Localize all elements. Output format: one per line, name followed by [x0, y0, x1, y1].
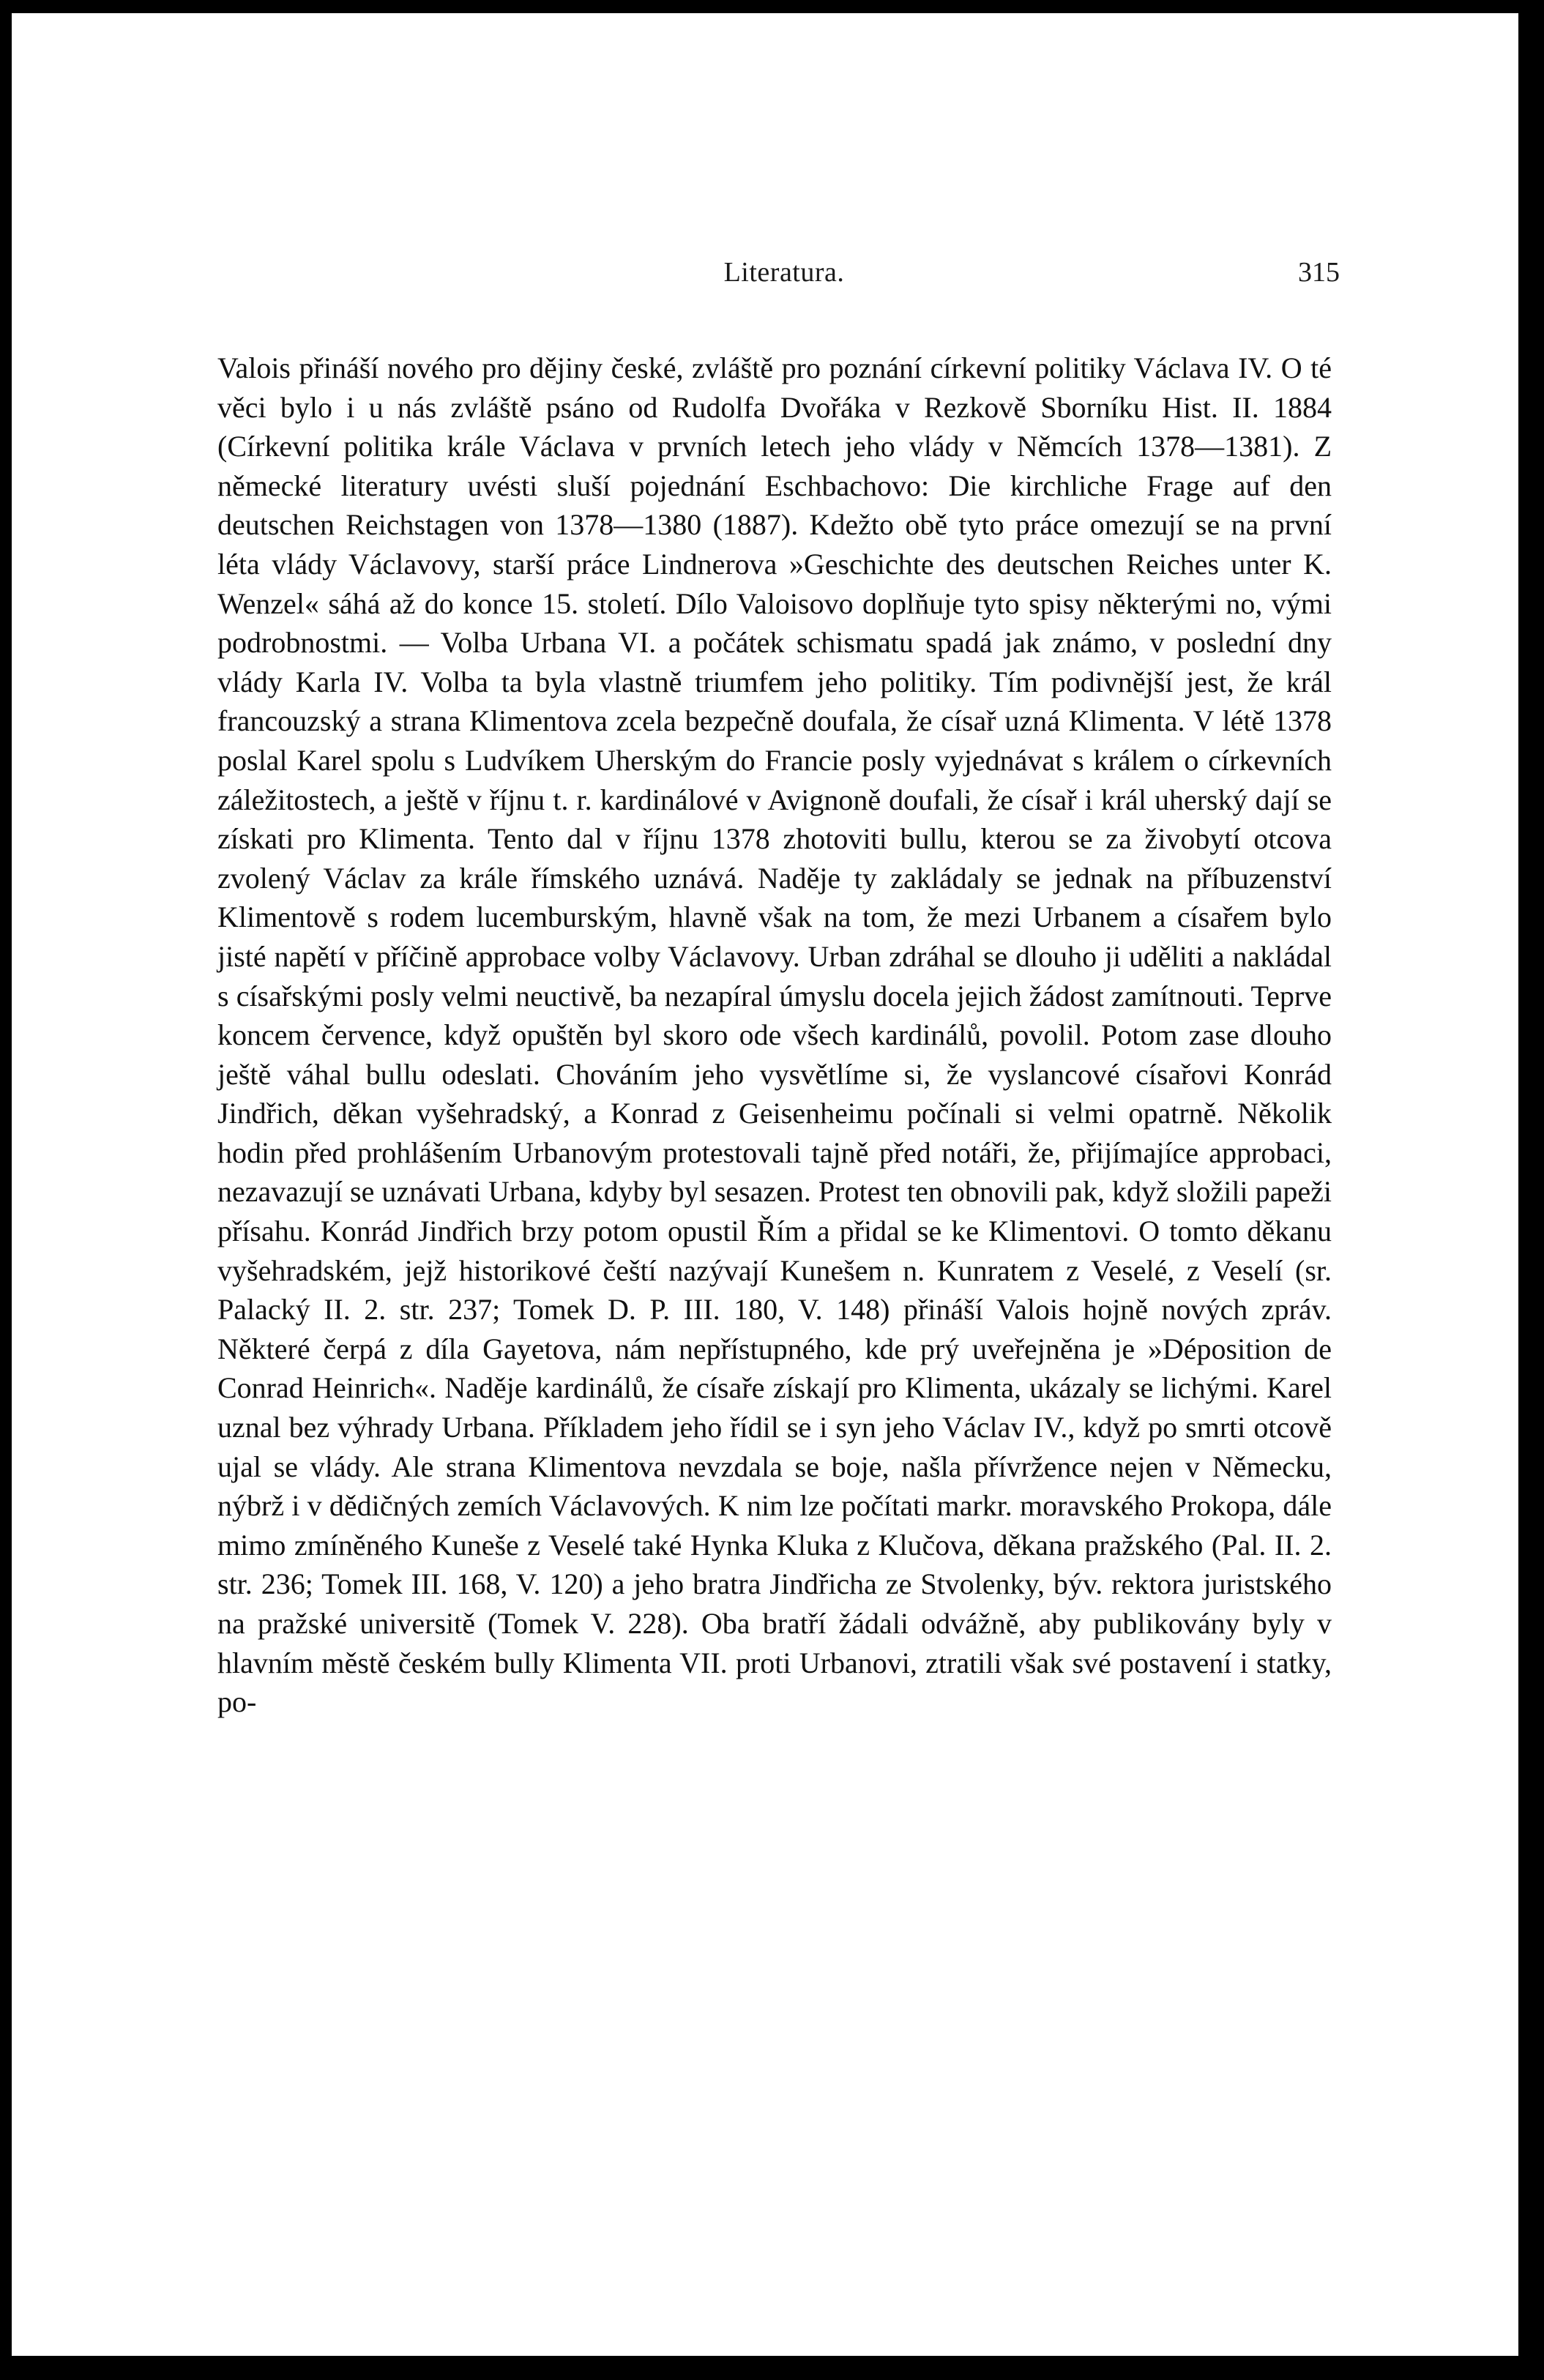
body-paragraph: Valois přináší nového pro dějiny české, zvláště pro poznání církevní politiky Václava IV. O té věci bylo i u nás zvláště psáno od Rudolfa Dvořáka v Rezkově Sborníku Hist. II. 1884 (Církevní politika krále Václava v prvních letech jeho vlády v Němcích 1378—1381). Z německé literatury uvésti sluší pojednání Eschbachovo: Die kirchliche Frage auf den deutschen Reichstagen von 1378—1380 (1887). Kdežto obě tyto práce omezují se na první léta vlády Václavovy, starší práce Lindnerova »Geschichte des deutschen Reiches unter K. Wenzel« sáhá až do konce 15. století. Dílo Valoisovo doplňuje tyto spisy některými no, vými podrobnostmi. — Volba Urbana VI. a počátek schismatu spadá jak známo, v poslední dny vlády Karla IV. Volba ta byla vlastně triumfem jeho politiky. Tím podivnější jest, že král francouzský a strana Klimentova zcela bezpečně doufala, že císař uzná Klimenta. V létě 1378 poslal Karel spolu s Ludvíkem Uherským do Francie posly vyjednávat s králem o církevních záležitostech, a ještě v říjnu t. r. kardinálové v Avignoně doufali, že císař i král uherský dají se získati pro Klimenta. Tento dal v říjnu 1378 zhotoviti bullu, kterou se za živobytí otcova zvolený Václav za krále římského uznává. Naděje ty zakládaly se jednak na příbuzenství Klimentově s rodem lucemburským, hlavně však na tom, že mezi Urbanem a císařem bylo jisté napětí v příčině approbace volby Václavovy. Urban zdráhal se dlouho ji uděliti a nakládal s císařskými posly velmi neuctivě, ba nezapíral úmyslu docela jejich žádost zamítnouti. Teprve koncem července, když opuštěn byl skoro ode všech kardinálů, povolil. Potom zase dlouho ještě váhal bullu odeslati. Chováním jeho vysvětlíme si, že vyslancové císařovi Konrád Jindřich, děkan vyšehradský, a Konrad z Geisenheimu počínali si velmi opatrně. Několik hodin před prohlášením Urbanovým protestovali tajně před notáři, že, přijímajíce approbaci, nezavazují se uznávati Urbana, kdyby byl sesazen. Protest ten obnovili pak, když složili papeži přísahu. Konrád Jindřich brzy potom opustil Řím a přidal se ke Klimentovi. O tomto děkanu vyšehradském, jejž historikové čeští nazývají Kunešem n. Kunratem z Veselé, z Veselí (sr. Palacký II. 2. str. 237; Tomek D. P. III. 180, V. 148) přináší Valois hojně nových zpráv. Některé čerpá z díla Gayetova, nám nepřístupného, kde prý uveřejněna je »Déposition de Conrad Heinrich«. Naděje kardinálů, že císaře získají pro Klimenta, ukázaly se lichými. Karel uznal bez výhrady Urbana. Příkladem jeho řídil se i syn jeho Václav IV., když po smrti otcově ujal se vlády. Ale strana Klimentova nevzdala se boje, našla přívržence nejen v Německu, nýbrž i v dědičných zemích Václavových. K nim lze počítati markr. moravského Prokopa, dále mimo zmíněného Kuneše z Veselé také Hynka Kluka z Klučova, děkana pražského (Pal. II. 2. str. 236; Tomek III. 168, V. 120) a jeho bratra Jindřicha ze Stvolenky, býv. rektora juristského na pražské universitě (Tomek V. 228). Oba bratří žádali odvážně, aby publikovány byly v hlavním městě českém bully Klimenta VII. proti Urbanovi, ztratili však své postavení i statky, po- — [217, 351, 1332, 1719]
page-number: 315 — [1298, 257, 1340, 288]
book-page — [12, 13, 1518, 2356]
running-head: Literatura. — [723, 257, 845, 288]
page-header — [228, 256, 1340, 300]
